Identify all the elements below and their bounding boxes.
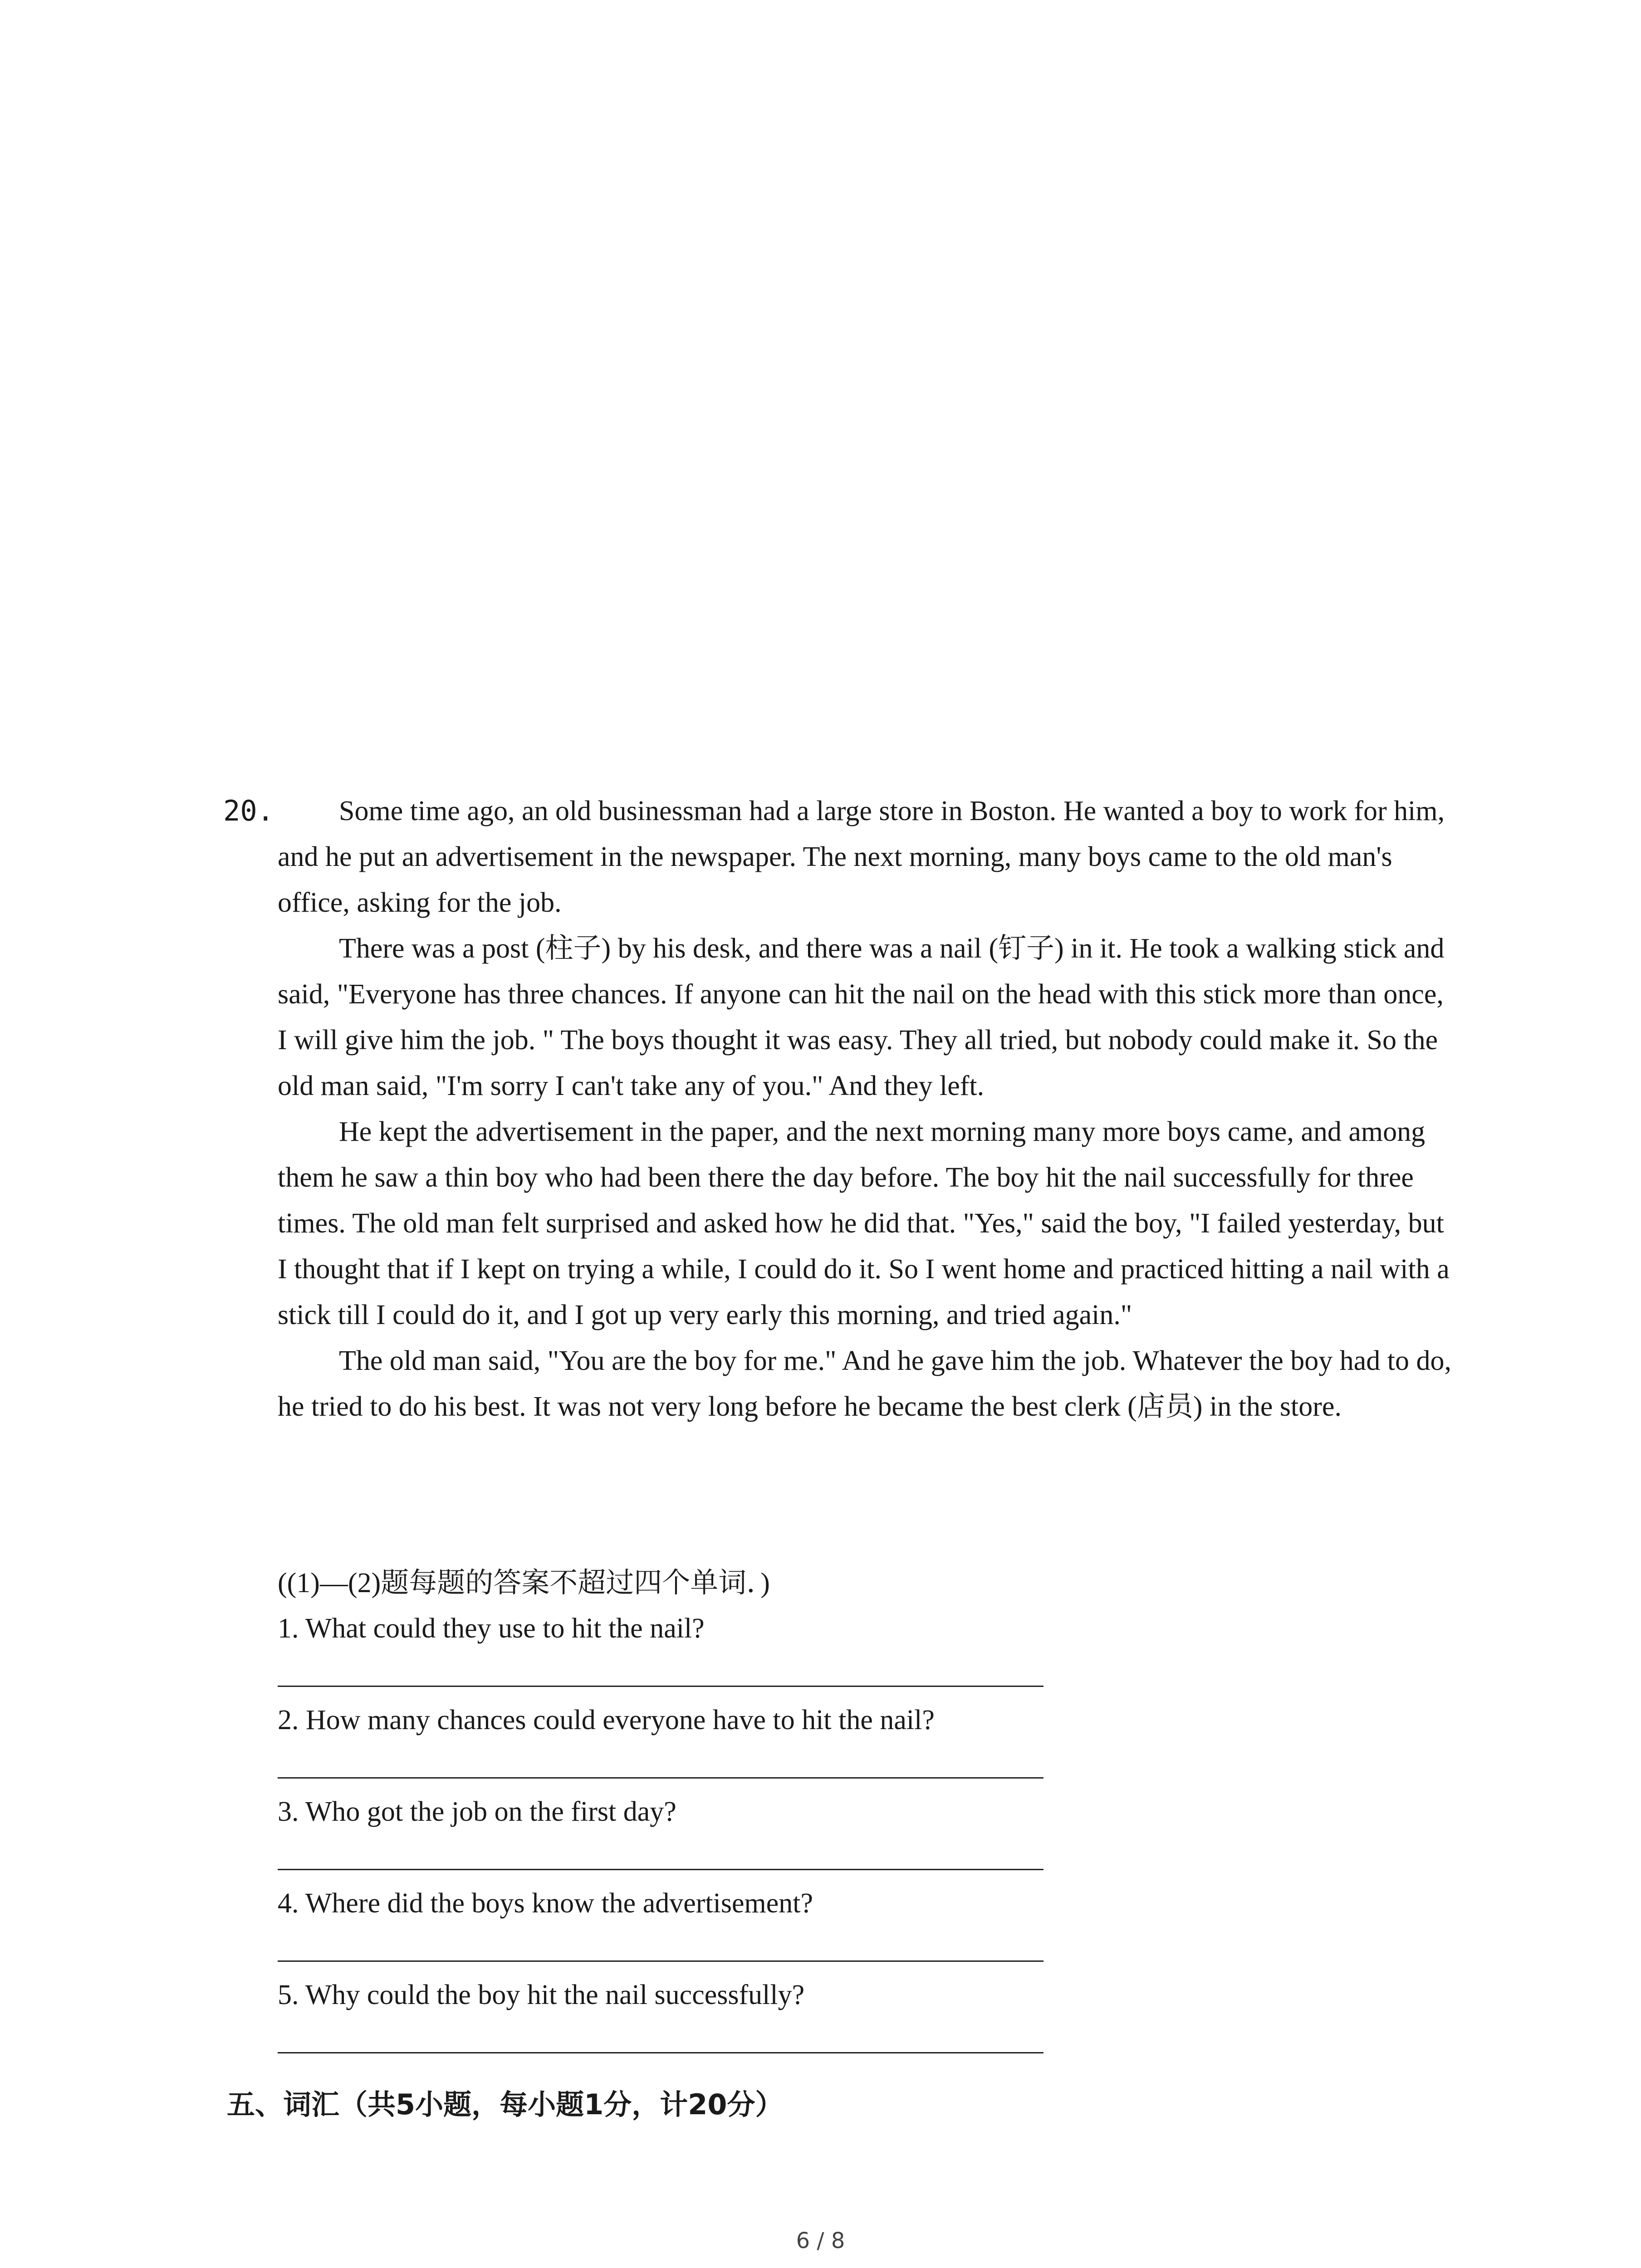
- passage-paragraph: He kept the advertisement in the paper, and the next morning many more boys came, and among them he saw a thin boy who had been there the day before. The boy hit the nail successfully for three times. The old man felt surprised and asked how he did that. "Yes," said the boy, "I failed yesterday, but I thought that if I kept on trying a while, I could do it. So I went home and practiced hitting a nail with a stick till I could do it, and I got up very early this morning, and tried again.": [278, 1116, 1450, 1330]
- sub-question: [278, 1881, 1049, 1972]
- page-number: 6 / 8: [796, 2228, 845, 2253]
- answer-line[interactable]: [278, 1777, 1043, 1779]
- sub-question-text: 4. Where did the boys know the advertisement?: [278, 1888, 813, 1919]
- answer-line[interactable]: [278, 1686, 1043, 1687]
- sub-question: [278, 1789, 1049, 1881]
- answer-line[interactable]: [278, 1960, 1043, 1962]
- passage-paragraph: There was a post (柱子) by his desk, and there was a nail (钉子) in it. He took a walking stick and said, "Everyone has three chances. If anyone can hit the nail on the head with this stick more than once, I will give him the job. " The boys thought it was easy. They all tried, but nobody could make it. So the old man said, "I'm sorry I can't take any of you." And they left.: [278, 933, 1445, 1101]
- sub-question-text: 5. Why could the boy hit the nail successfully?: [278, 1980, 805, 2010]
- answer-line[interactable]: [278, 1869, 1043, 1870]
- passage-paragraph: Some time ago, an old businessman had a large store in Boston. He wanted a boy to work for him, and he put an advertisement in the newspaper. The next morning, many boys came to the old man's office, asking for the job.: [278, 796, 1445, 918]
- sub-question: [278, 1606, 1049, 1697]
- reading-passage: [278, 788, 1457, 1430]
- sub-question: [278, 1697, 1049, 1789]
- answer-line[interactable]: [278, 2052, 1043, 2053]
- section-heading: 五、词汇（共5小题，每小题1分，计20分）: [227, 2088, 784, 2121]
- passage-paragraph: The old man said, "You are the boy for me." And he gave him the job. Whatever the boy had to do, he tried to do his best. It was not very long before he became the best clerk (店员) in the store.: [278, 1345, 1452, 1422]
- question-number: 20.: [223, 794, 274, 827]
- sub-question: [278, 1972, 1049, 2064]
- sub-question-text: 3. Who got the job on the first day?: [278, 1796, 676, 1827]
- sub-question-text: 2. How many chances could everyone have to hit the nail?: [278, 1705, 935, 1735]
- sub-question-list: [278, 1606, 1049, 2064]
- answer-instruction: ((1)—(2)题每题的答案不超过四个单词．): [278, 1568, 770, 1598]
- sub-question-text: 1. What could they use to hit the nail?: [278, 1613, 705, 1644]
